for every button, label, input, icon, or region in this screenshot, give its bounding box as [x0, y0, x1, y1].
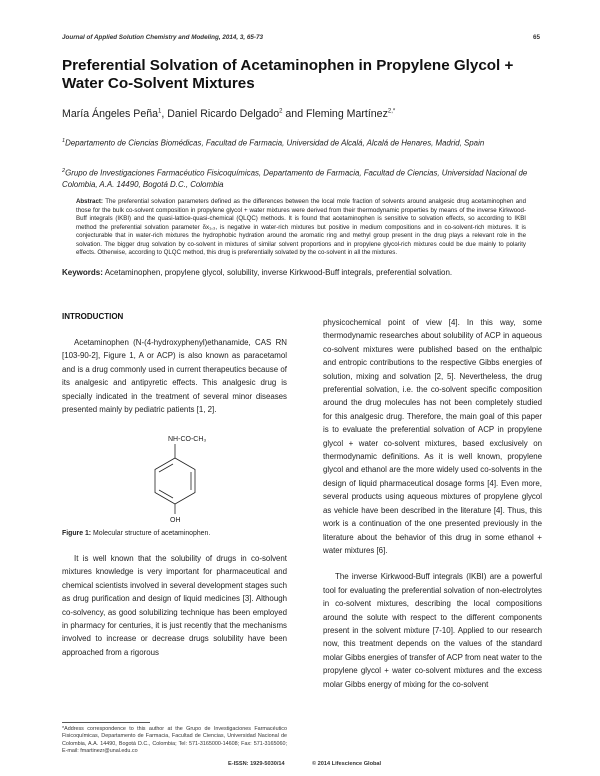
ring-double-bond-3 [159, 490, 173, 498]
affiliation-1-sup: 1 [62, 138, 66, 144]
keywords-label: Keywords: [62, 268, 103, 277]
intro-paragraph-3: physicochemical point of view [4]. In this way, some thermodynamic researches about solubility of ACP in aqueous co-solvent mixtures were published based on the enthalpic and entropic contributions to the respective Gibbs energies of solution, mixing and solvation [2, 5]. Nevertheless, the drug preferential solvation, i.e. the co-solvent specific composition around the drug molecules has not been completely studied for this analgesic drug. Therefore, the main goal of this paper is to evaluate the preferential solvation of ACP in propylene glycol + water co-solvent mixtures, based exclusively on thermodynamic definitions. As it is well known, propylene glycol and ethanol are the more widely used co-solvents in the design of liquid pharmaceutical dosage forms [4]. Even more, several products using aqueous mixtures of propylene glycol as vehicle have been described in the literature [4]. Thus, this work is a continuation of the one presented previously in the literature about the behavior of this drug in some ethanol + water mixtures [6]. [323, 318, 542, 555]
author-3-sup: 2,* [387, 108, 396, 115]
abstract-text: The preferential solvation parameters defined as the differences between the local mole fraction of solvents around analgesic drug acetaminophen and those for the bulk co-solvent composition in propylene glycol + water mixtures were derived from their thermodynamic properties by means of the inverse Kirkwood-Buff integrals (IKBI) and the quasi-lattice-quasi-chemical (QLQC) methods. It is found that acetaminophen is sensitive to solvation effects, so according to IKBI method the preferential solvation parameter δx₁,₃, is negative in water-rich mixtures but positive in medium compositions and in co-solvent-rich mixtures. It is conjecturable that in water-rich mixtures the hydrophobic hydration around the aromatic ring and methyl group present in the drug plays a relevant role in the solvation. The bigger drug solvation by co-solvent in mixtures of similar solvent proportions and in propylene glycol-rich mixtures could be due mainly to polarity effects. Otherwise, according to QLQC method, this drug is preferentially solvated by the co-solvent in all the mixtures. [76, 198, 526, 256]
issn: E-ISSN: 1929-5030/14 [228, 761, 285, 767]
page-number: 65 [532, 34, 540, 41]
author-sep-2: and [282, 108, 307, 120]
right-column [323, 316, 542, 691]
affiliation-2-sup: 2 [62, 168, 66, 174]
publisher: © 2014 Lifescience Global [312, 761, 382, 767]
footnote-rule [62, 722, 150, 723]
affiliation-2-text: Grupo de Investigaciones Farmacéutico Fisicoquímicas, Departamento de Farmacia, Facultad de Ciencias, Universidad Nacional de Colombia, A.A. 14490, Bogotá D.C., Colombia [62, 168, 528, 190]
keywords-text: Acetaminophen, propylene glycol, solubility, inverse Kirkwood-Buff integrals, preferential solvation. [104, 268, 453, 277]
author-1-sup: 1 [158, 108, 162, 115]
left-column-para-2 [62, 552, 287, 659]
journal-citation: Journal of Applied Solution Chemistry and Modeling, 2014, 3, 65-73 [62, 34, 263, 41]
ring-double-bond-2 [159, 464, 173, 472]
figure-label-top: NH-CO-CH₃ [168, 436, 207, 443]
author-2: Daniel Ricardo Delgado [167, 108, 280, 120]
running-header [62, 34, 540, 41]
figure-caption [62, 530, 210, 537]
correspondence-footnote: *Address correspondence to this author at the Grupo de Investigaciones Farmacéutico Fisicoquímicas, Departamento de Farmacia, Facultad de Ciencias, Universidad Nacional de Colombia, A.A. 14490, Bogotá D.C., Colombia; Tel: 571-3165000-14608; Fax: 571-3165060; E-mail: fmartinezr@unal.edu.co [62, 726, 287, 755]
section-heading-introduction: INTRODUCTION [62, 312, 124, 321]
figure-label-bottom: OH [170, 517, 181, 524]
left-column-para-1 [62, 336, 287, 416]
author-list [62, 108, 540, 120]
figure-caption-label: Figure 1: [62, 530, 92, 537]
affiliation-1-text: Departamento de Ciencias Biomédicas, Facultad de Farmacia, Universidad de Alcalá, Alcalá de Henares, Madrid, Spain [65, 138, 485, 148]
author-2-sup: 2 [279, 108, 283, 115]
author-1: María Ángeles Peña [62, 108, 158, 120]
affiliation-2 [62, 166, 540, 191]
affiliation-1 [62, 136, 540, 149]
acetaminophen-structure-figure [140, 432, 230, 524]
author-3: Fleming Martínez [306, 108, 388, 120]
figure-caption-text: Molecular structure of acetaminophen. [93, 530, 211, 537]
abstract-label: Abstract: [76, 198, 103, 205]
intro-paragraph-1: Acetaminophen (N-(4-hydroxyphenyl)ethanamide, CAS RN [103-90-2], Figure 1, A or ACP) is also known as paracetamol and is a drug commonly used in current therapeutics because of its analgesic and antipyretic effects. This analgesic drug is specially indicated in the treatment of several minor diseases presented mainly by pediatric patients [1, 2]. [62, 338, 287, 415]
intro-paragraph-4: The inverse Kirkwood-Buff integrals (IKBI) are a powerful tool for evaluating the preferential solvation of non-electrolytes in co-solvent mixtures, describing the local compositions around the solute with respect to the different components present in the solvent mixture [7-10]. Applied to our research now, this treatment depends on the values of the standard molar Gibbs energies of transfer of ACP from neat water to the propylene glycol + water co-solvent mixtures and the excess molar Gibbs energy of mixing for the co-solvent [323, 572, 542, 689]
benzene-ring [155, 458, 195, 504]
intro-paragraph-2: It is well known that the solubility of drugs in co-solvent mixtures knowledge is very important for pharmaceutical and chemical scientists involved in several development stages such as drug purification and design of liquid medicines [3]. Although co-solvency, as good solubilizing technique has been employed in pharmacy for centuries, it is just recently that the mechanisms involved to increase or decrease drugs solubility have been approached from a rigorous [62, 554, 287, 657]
keywords [62, 268, 540, 277]
author-sep-1: , [161, 108, 168, 120]
paper-title: Preferential Solvation of Acetaminophen in Propylene Glycol + Water Co-Solvent Mixtures [62, 57, 514, 92]
abstract [76, 198, 526, 258]
